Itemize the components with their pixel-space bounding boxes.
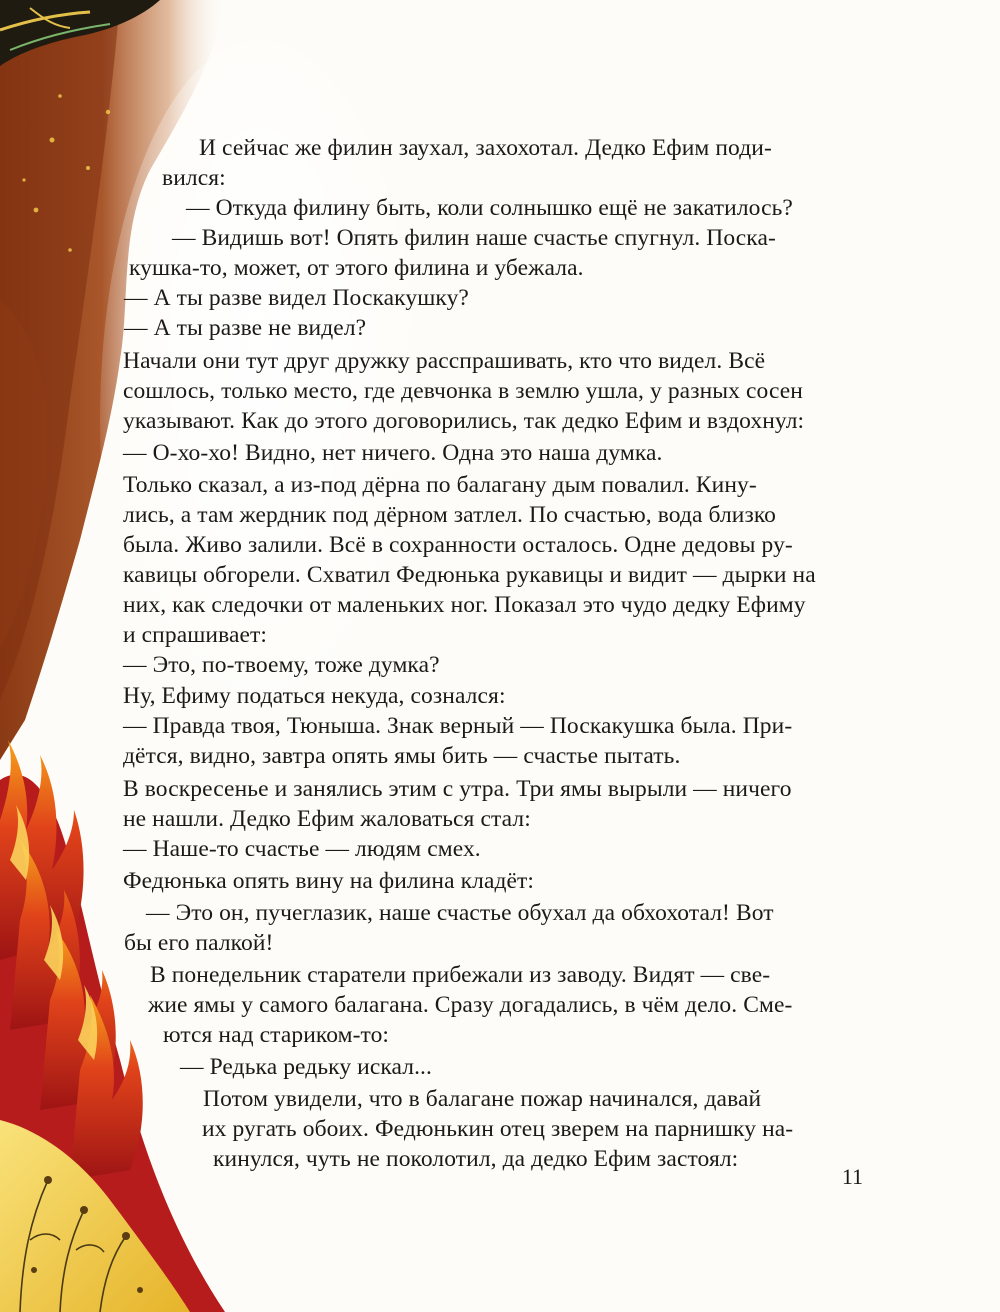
text-line: лись, а там жердник под дёрном затлел. По счастью, вода близко [123,502,777,528]
text-line: — О-хо-хо! Видно, нет ничего. Одна это наша думка. [123,440,663,466]
text-line: Ну, Ефиму податься некуда, сознался: [123,683,506,709]
text-line: — Это, по-твоему, тоже думка? [123,652,440,678]
text-line: была. Живо залили. Всё в сохранности осталось. Одне дедовы ру- [123,532,793,558]
text-line: бы его палкой! [124,930,274,956]
text-line: И сейчас же филин заухал, захохотал. Дедко Ефим поди- [199,135,772,161]
text-line: — Это он, пучеглазик, наше счастье обухал да обхохотал! Вот [146,900,774,926]
text-line: сошлось, только место, где девчонка в землю ушла, у разных сосен [123,378,803,404]
text-line: Потом увидели, что в балагане пожар начинался, давай [203,1086,762,1112]
text-line: указывают. Как до этого договорились, так дедко Ефим и вздохнул: [123,408,805,434]
page-number: 11 [841,1164,863,1189]
text-line: не нашли. Дедко Ефим жаловаться стал: [123,806,531,832]
text-line: В понедельник старатели прибежали из заводу. Видят — све- [150,962,771,988]
text-line: кавицы обгорели. Схватил Федюнька рукавицы и видит — дырки на [123,562,816,588]
text-line: — А ты разве не видел? [124,315,367,341]
text-line: вился: [162,165,226,191]
text-line: — Откуда филину быть, коли солнышко ещё не закатилось? [186,195,793,221]
text-line: кинулся, чуть не поколотил, да дедко Ефим застоял: [213,1146,739,1172]
text-line: ются над стариком-то: [163,1022,390,1048]
text-line: В воскресенье и занялись этим с утра. Три ямы вырыли — ничего [123,776,792,802]
text-line: и спрашивает: [123,622,268,648]
text-line: них, как следочки от маленьких ног. Показал это чудо дедку Ефиму [123,592,806,618]
text-line: их ругать обоих. Федюнькин отец зверем на парнишку на- [202,1116,794,1142]
text-line: — Наше-то счастье — людям смех. [123,836,481,862]
text-line: Начали они тут друг дружку расспрашивать, кто что видел. Всё [123,348,766,374]
text-line: — Редька редьку искал... [180,1054,433,1080]
text-line: — Правда твоя, Тюныша. Знак верный — Поскакушка была. При- [123,713,793,739]
text-line: Только сказал, а из-под дёрна по балагану дым повалил. Кину- [123,472,757,498]
text-line: — А ты разве видел Поскакушку? [124,285,469,311]
text-line: кушка-то, может, от этого филина и убежала. [129,255,584,281]
text-line: — Видишь вот! Опять филин наше счастье спугнул. Поска- [172,225,776,251]
text-line: дётся, видно, завтра опять ямы бить — счастье пытать. [123,743,681,769]
text-line: жие ямы у самого балагана. Сразу догадались, в чём дело. Сме- [148,992,793,1018]
text-line: Федюнька опять вину на филина кладёт: [123,868,535,894]
